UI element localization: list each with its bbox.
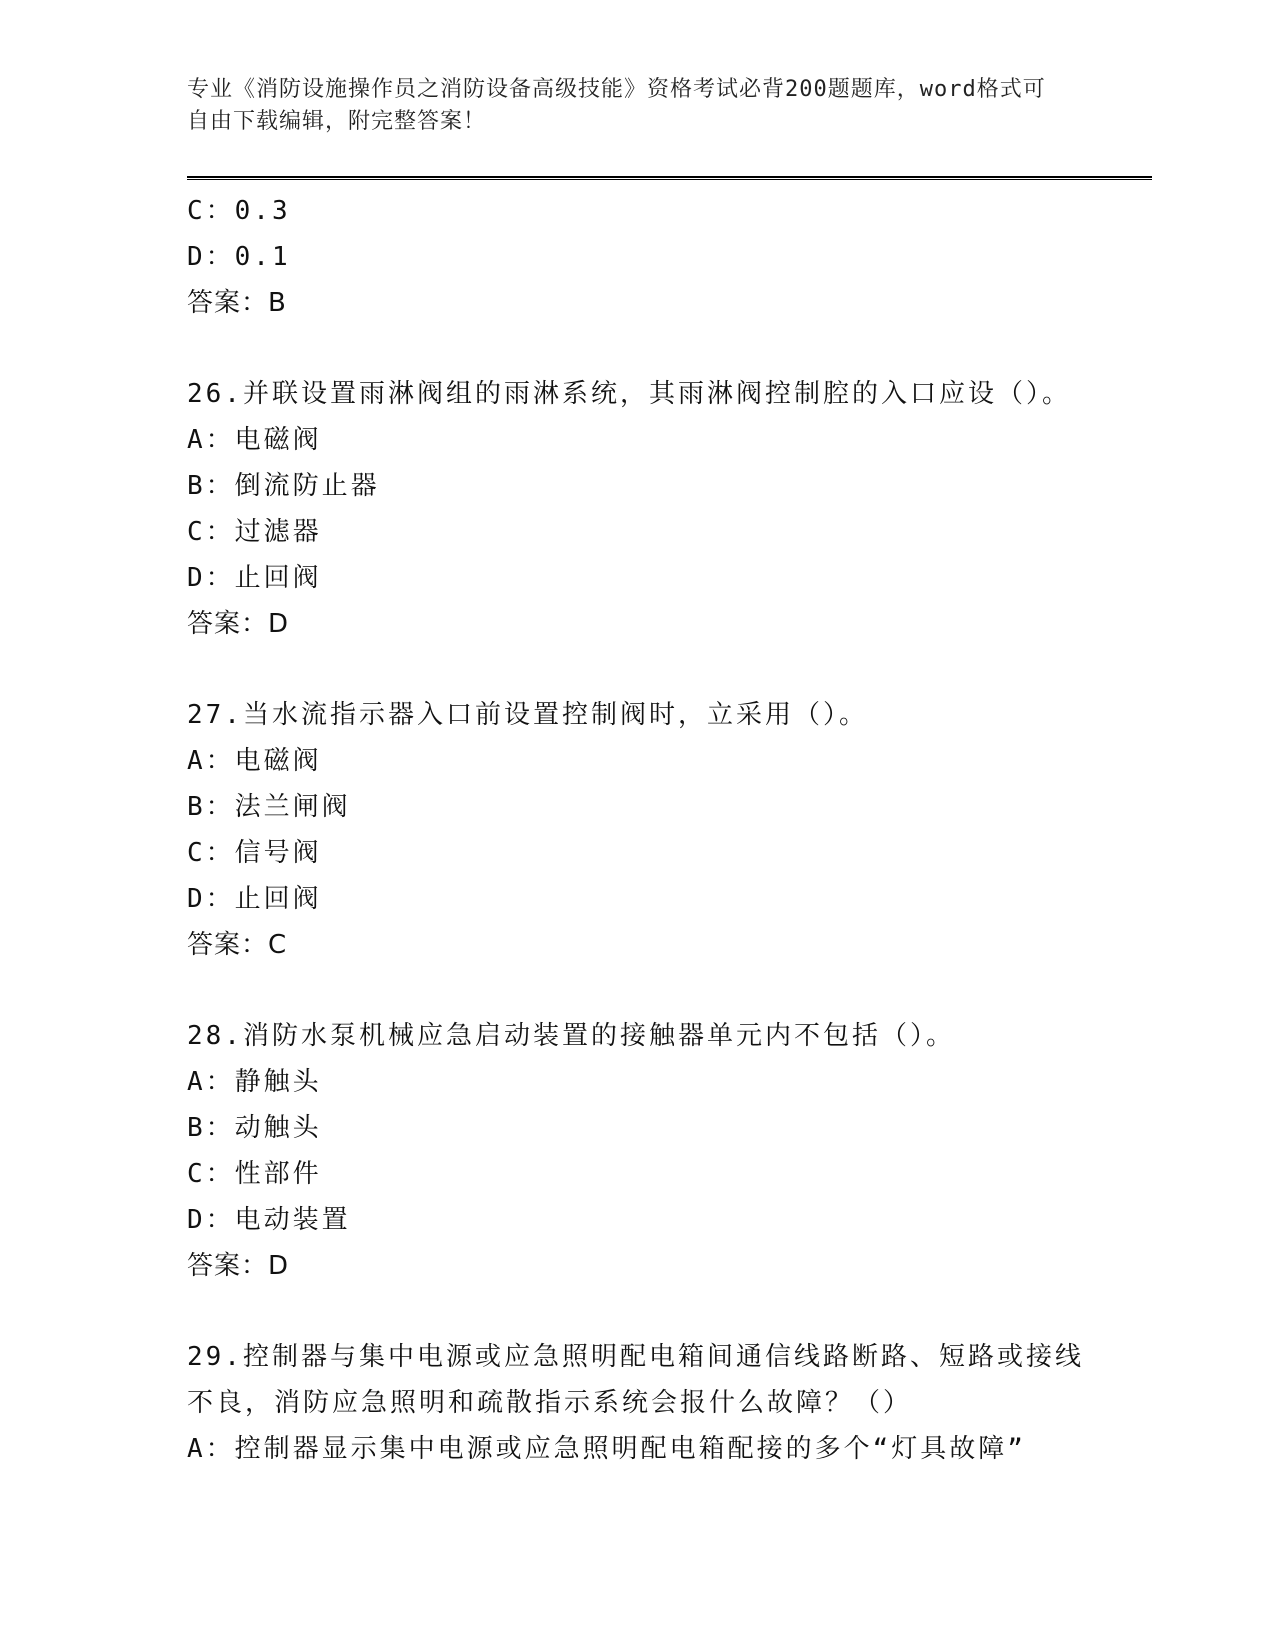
question-list xyxy=(187,188,1087,1472)
document-title: 专业《消防设施操作员之消防设备高级技能》资格考试必背200题题库，word格式可自由下载编辑，附完整答案！ xyxy=(187,77,1046,134)
question-stem: 28.消防水泵机械应急启动装置的接触器单元内不包括（）。 xyxy=(187,1021,955,1051)
answer-line: 答案：D xyxy=(187,609,290,639)
question-stem: 27.当水流指示器入口前设置控制阀时，立采用（）。 xyxy=(187,700,868,730)
option-a: A：静触头 xyxy=(187,1067,322,1097)
spacer xyxy=(187,326,1087,371)
option-d: D：止回阀 xyxy=(187,884,322,914)
question-stem: 26.并联设置雨淋阀组的雨淋系统，其雨淋阀控制腔的入口应设（）。 xyxy=(187,379,1071,409)
question-stem-line-1: 29.控制器与集中电源或应急照明配电箱间通信线路断路、短路或接线 xyxy=(187,1342,1084,1372)
spacer xyxy=(187,968,1087,1013)
answer-line: 答案：B xyxy=(187,288,287,318)
document-header xyxy=(187,74,1067,138)
question-28 xyxy=(187,1013,1087,1289)
spacer xyxy=(187,647,1087,692)
question-stem-line-2: 不良，消防应急照明和疏散指示系统会报什么故障？（） xyxy=(187,1388,913,1418)
option-b: B：动触头 xyxy=(187,1113,322,1143)
question-27 xyxy=(187,692,1087,968)
answer-line: 答案：C xyxy=(187,930,288,960)
option-b: B：倒流防止器 xyxy=(187,471,380,501)
answer-line: 答案：D xyxy=(187,1251,290,1281)
option-a: A：电磁阀 xyxy=(187,746,322,776)
option-a: A：控制器显示集中电源或应急照明配电箱配接的多个“灯具故障” xyxy=(187,1434,1026,1464)
option-c: C：过滤器 xyxy=(187,517,322,547)
option-d: D：电动装置 xyxy=(187,1205,351,1235)
option-c: C：0.3 xyxy=(187,196,291,226)
option-d: D：0.1 xyxy=(187,242,291,272)
question-25-tail xyxy=(187,188,1087,326)
header-divider xyxy=(187,176,1152,180)
option-a: A：电磁阀 xyxy=(187,425,322,455)
question-29 xyxy=(187,1334,1087,1472)
option-d: D：止回阀 xyxy=(187,563,322,593)
question-26 xyxy=(187,371,1087,647)
option-c: C：性部件 xyxy=(187,1159,322,1189)
option-b: B：法兰闸阀 xyxy=(187,792,351,822)
option-c: C：信号阀 xyxy=(187,838,322,868)
spacer xyxy=(187,1289,1087,1334)
